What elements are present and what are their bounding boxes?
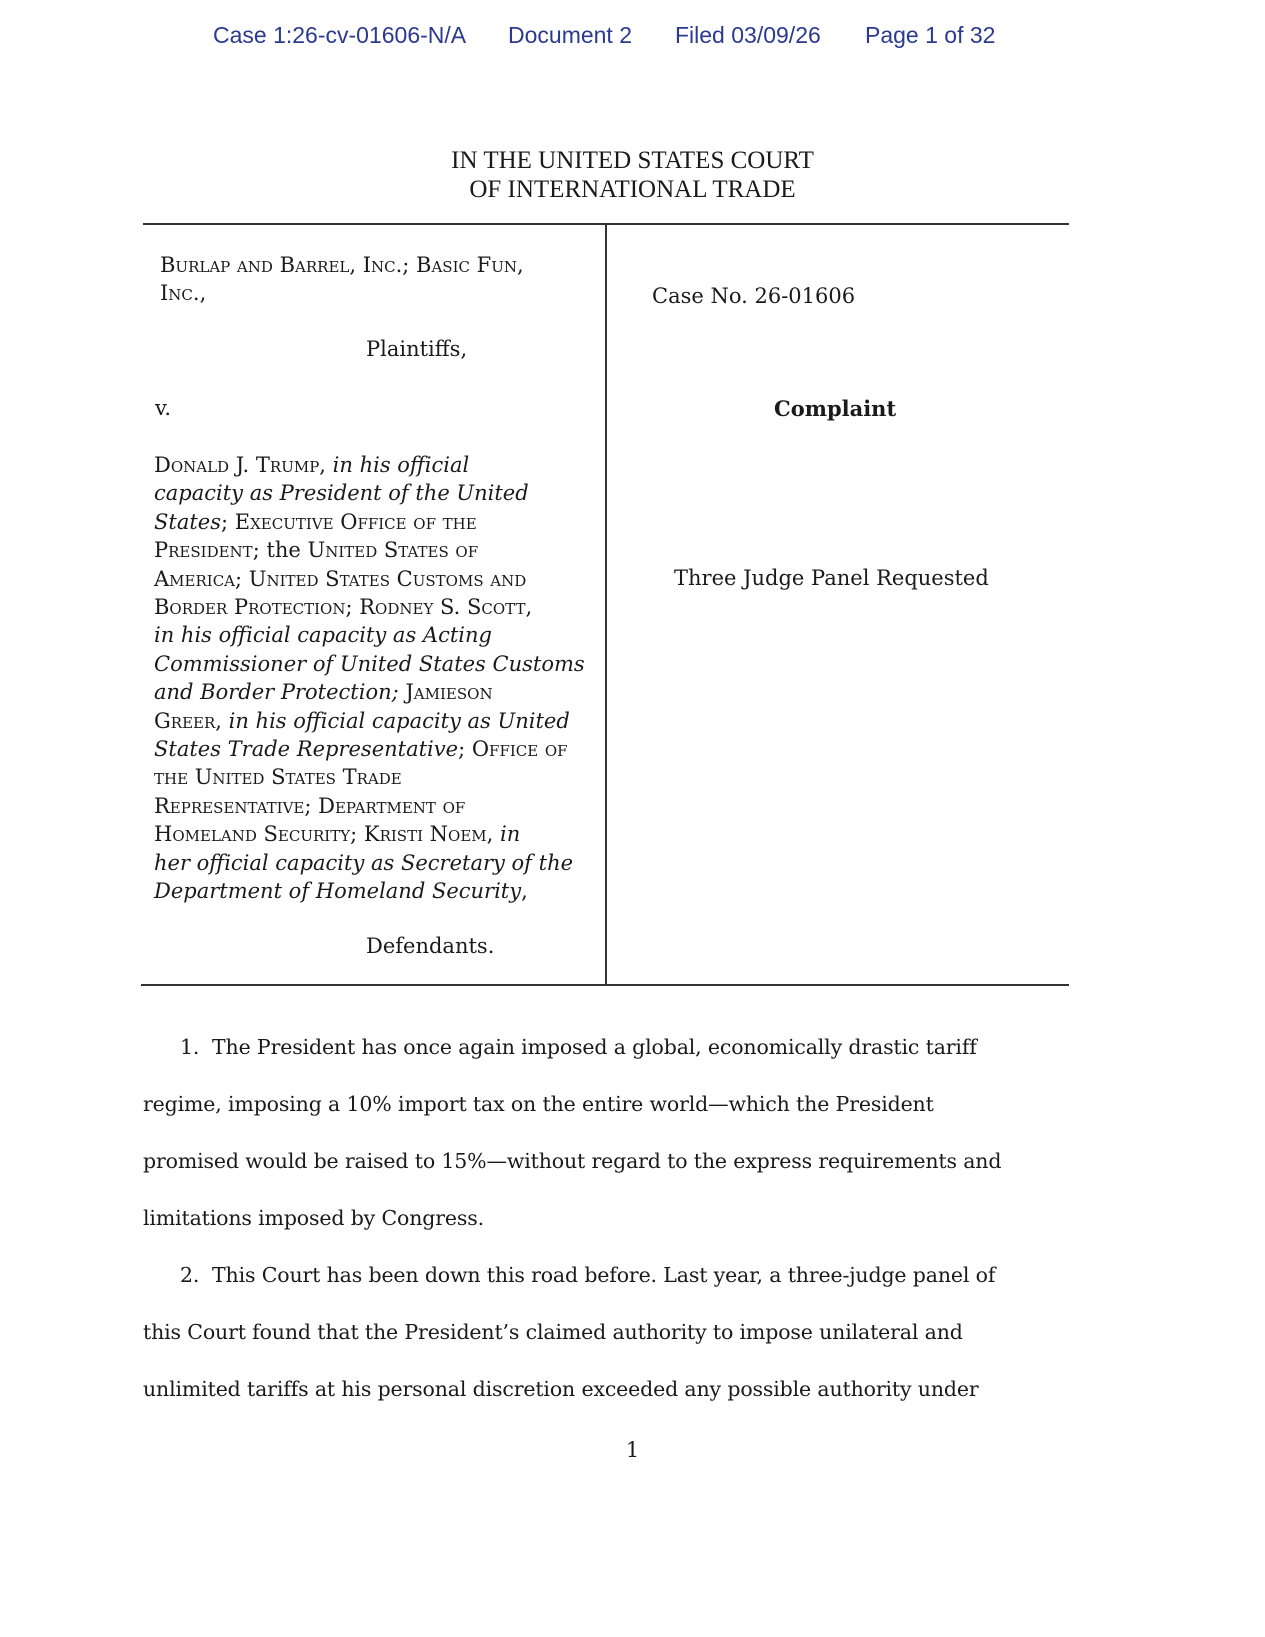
- defendants-text-run: Jamieson: [405, 680, 493, 705]
- defendants-text-run: ,: [486, 822, 501, 847]
- paragraph-number: 2.: [180, 1263, 212, 1287]
- case-number-stamp: Case 1:26-cv-01606-N/A: [213, 22, 467, 48]
- defendants-text-run: ;: [235, 566, 249, 591]
- defendants-line: [154, 820, 604, 848]
- caption-bottom-rule: [141, 984, 1069, 986]
- defendants-text-run: ;: [345, 595, 360, 620]
- case-number: Case No. 26-01606: [652, 284, 856, 308]
- paragraph-text: unlimited tariffs at his personal discretion exceeded any possible authority under: [143, 1377, 979, 1401]
- defendants-line: [154, 650, 604, 678]
- defendants-text-run: ,: [319, 453, 333, 477]
- defendants-text-run: ;: [350, 822, 364, 847]
- page-number: 1: [625, 1438, 640, 1462]
- paragraph-line: [143, 1206, 484, 1230]
- defendants-text-run: Representative: [154, 793, 305, 818]
- document-number-stamp: Document 2: [508, 22, 633, 48]
- filed-date-stamp: Filed 03/09/26: [675, 22, 821, 48]
- defendants-line: [154, 792, 604, 820]
- paragraph-line: [143, 1149, 1001, 1173]
- defendants-text-run: and Border Protection;: [154, 680, 399, 705]
- defendants-text-run: in: [500, 822, 521, 847]
- defendants-line: [154, 565, 604, 593]
- paragraph-line: [143, 1320, 963, 1344]
- defendants-label: Defendants.: [366, 934, 495, 958]
- defendants-text-run: Commissioner of United States Customs: [154, 651, 585, 676]
- caption-divider: [605, 223, 607, 985]
- defendants-line: [154, 707, 604, 735]
- defendants-line: [154, 593, 604, 621]
- defendants-text-run: Greer: [154, 708, 216, 733]
- document-type: Complaint: [774, 396, 897, 421]
- defendants-text-run: capacity as President of the United: [154, 481, 529, 506]
- paragraph-text: this Court found that the President’s claimed authority to impose unilateral and: [143, 1320, 963, 1344]
- court-title: [0, 146, 1265, 204]
- paragraph-text: regime, imposing a 10% import tax on the entire world—which the President: [143, 1092, 934, 1116]
- paragraph-text: The President has once again imposed a global, economically drastic tariff: [212, 1035, 977, 1059]
- defendants-text-run: Department of Homeland Security: [154, 879, 522, 904]
- paragraph-line: [180, 1263, 995, 1287]
- defendants-text-run: Border Protection: [154, 595, 346, 620]
- defendants-line: [154, 678, 604, 706]
- paragraph-line: [143, 1377, 979, 1401]
- defendants-text-run: in his official capacity as United: [228, 708, 570, 733]
- defendants-line: [154, 877, 604, 905]
- page-count-stamp: Page 1 of 32: [865, 22, 996, 48]
- defendants-line: [154, 536, 604, 564]
- defendants-line: [154, 508, 604, 536]
- defendants-text-run: her official capacity as Secretary of the: [154, 850, 574, 875]
- defendants-text-run: Rodney S. Scott: [359, 595, 526, 620]
- defendants-text-run: ;: [304, 793, 319, 818]
- defendants-text-run: Donald J. Trump: [154, 453, 320, 477]
- defendants-text-run: the United States Trade: [154, 765, 402, 790]
- defendants-text-run: States Trade Representative: [154, 737, 459, 762]
- defendants-text-run: Kristi Noem: [363, 822, 487, 847]
- court-title-line-2: OF INTERNATIONAL TRADE: [469, 176, 796, 203]
- paragraph-text: This Court has been down this road before. Last year, a three-judge panel of: [212, 1263, 996, 1287]
- defendants-text-run: ;: [458, 737, 472, 762]
- defendants-line: [154, 849, 604, 877]
- defendants-text-run: President: [154, 538, 253, 563]
- defendants-line: [154, 763, 604, 791]
- plaintiffs-label: Plaintiffs,: [366, 337, 468, 361]
- defendants-text-run: Office of: [471, 737, 568, 762]
- paragraph-line: [180, 1035, 977, 1059]
- defendants-text-run: States: [154, 509, 221, 534]
- defendants-text-run: United States Customs and: [248, 566, 527, 591]
- defendants-text-run: ,: [521, 879, 528, 904]
- defendants-line: [154, 621, 604, 649]
- paragraph-text: limitations imposed by Congress.: [143, 1206, 484, 1230]
- defendants-text-run: ; the: [252, 538, 308, 563]
- defendants-text-run: United States of: [307, 538, 479, 563]
- defendants-text-run: in his official capacity as Acting: [154, 623, 492, 648]
- panel-request: Three Judge Panel Requested: [674, 566, 989, 590]
- defendants-text-run: Executive Office of the: [234, 509, 477, 534]
- defendants-text-run: ;: [221, 509, 235, 534]
- defendants-block: [154, 451, 604, 906]
- paragraph-text: promised would be raised to 15%—without regard to the express requirements and: [143, 1149, 1002, 1173]
- plaintiffs-names-line-2: Inc.,: [160, 281, 207, 306]
- paragraph-line: [143, 1092, 934, 1116]
- defendants-line: [154, 479, 604, 507]
- plaintiffs-names-line-1: Burlap and Barrel, Inc.; Basic Fun,: [160, 253, 524, 277]
- defendants-text-run: America: [154, 566, 236, 591]
- defendants-line: [154, 735, 604, 763]
- defendants-text-run: ,: [525, 595, 533, 620]
- paragraph-number: 1.: [180, 1035, 212, 1059]
- defendants-text-run: in his official: [332, 453, 470, 477]
- defendants-text-run: Homeland Security: [154, 822, 351, 847]
- defendants-text-run: Department of: [318, 793, 466, 818]
- versus-label: v.: [155, 396, 172, 420]
- court-title-line-1: IN THE UNITED STATES COURT: [451, 147, 814, 174]
- defendants-text-run: ,: [215, 708, 229, 733]
- plaintiffs-block: [160, 251, 620, 308]
- defendants-line: [154, 451, 604, 479]
